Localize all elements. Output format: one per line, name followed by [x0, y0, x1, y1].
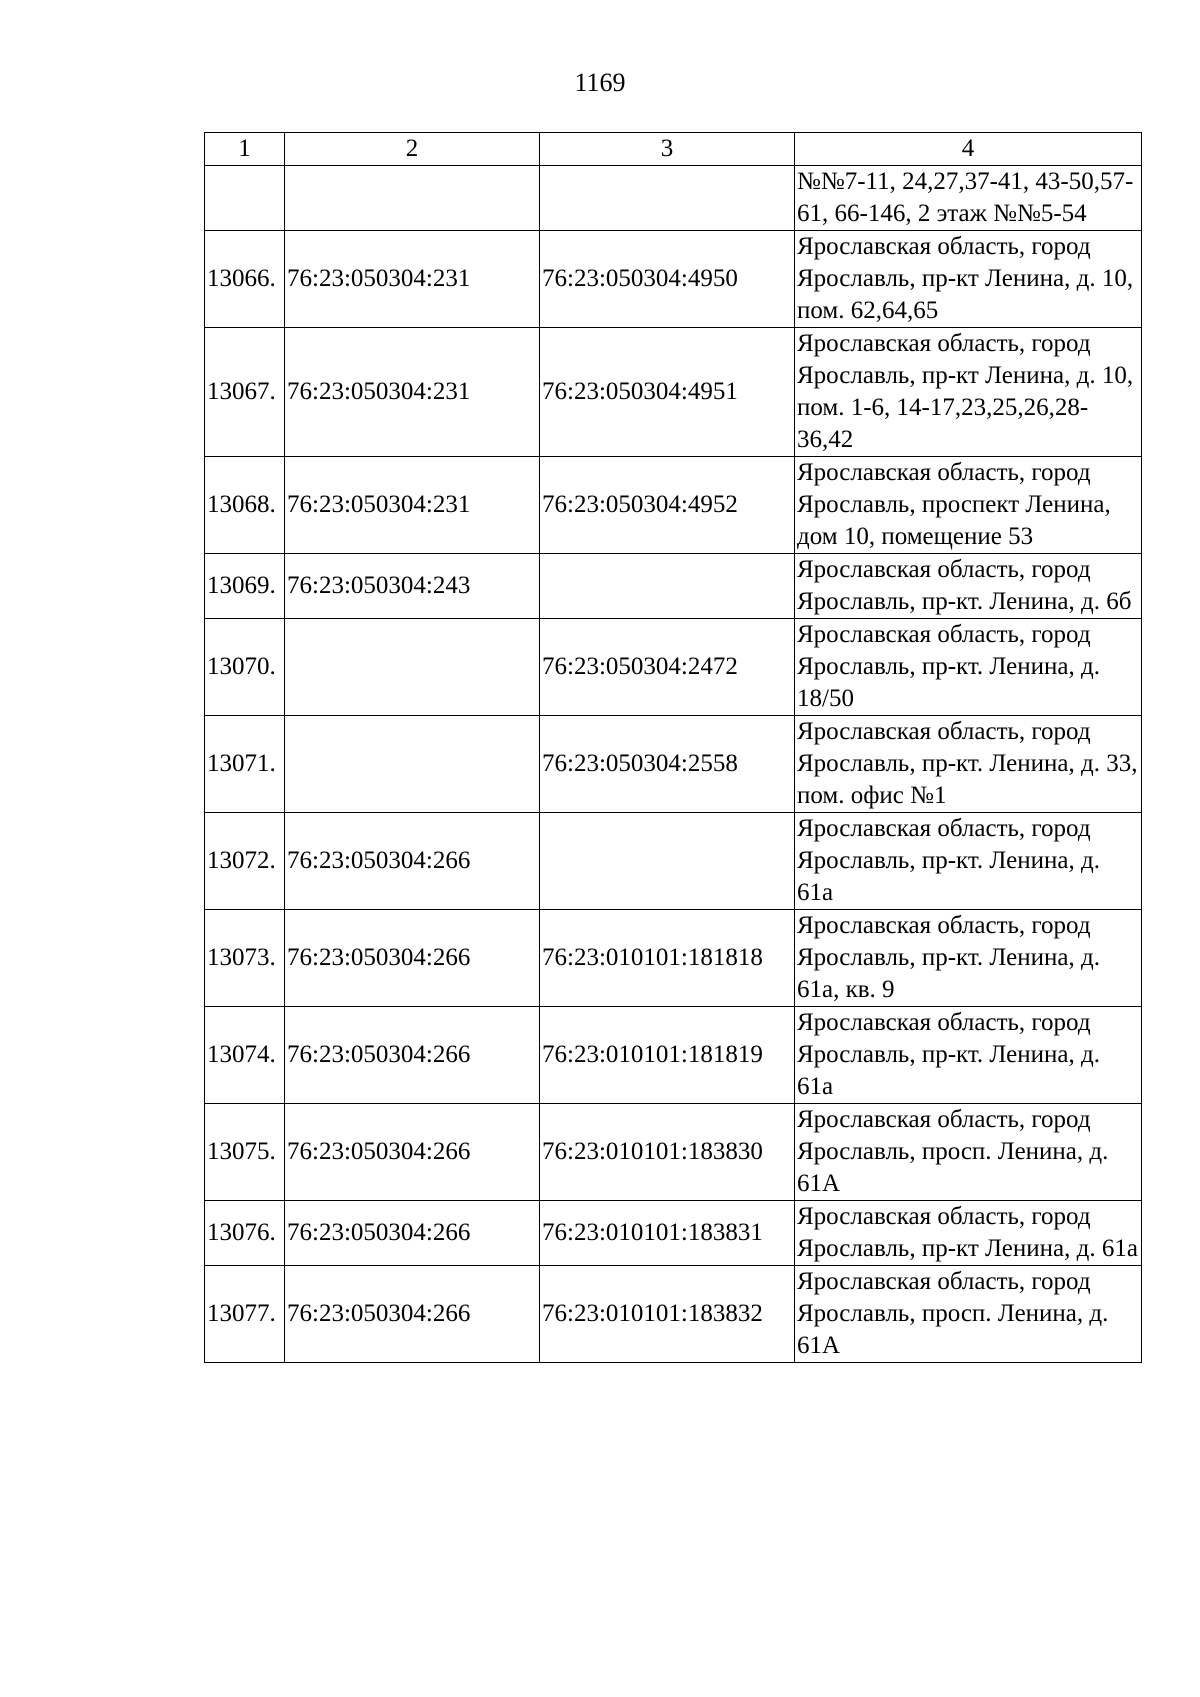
row-number: 13077.: [205, 1266, 285, 1363]
address: Ярославская область, город Ярославль, просп. Ленина, д. 61А: [795, 1266, 1142, 1363]
table-row: [205, 231, 1142, 328]
table-header-row: [205, 133, 1142, 166]
object-cadastral-number: 76:23:050304:4950: [540, 231, 795, 328]
land-plot-cadastral-number: 76:23:050304:266: [285, 910, 540, 1007]
page-number: 1169: [574, 68, 626, 97]
table-row: [205, 716, 1142, 813]
land-plot-cadastral-number: 76:23:050304:266: [285, 1201, 540, 1266]
object-cadastral-number: 76:23:050304:4951: [540, 328, 795, 457]
table-row: [205, 1104, 1142, 1201]
table-row: [205, 813, 1142, 910]
row-number: 13068.: [205, 457, 285, 554]
land-plot-cadastral-number: 76:23:050304:266: [285, 1104, 540, 1201]
table-row: [205, 1007, 1142, 1104]
table-row: [205, 1201, 1142, 1266]
land-plot-cadastral-number: 76:23:050304:266: [285, 1266, 540, 1363]
table-row: [205, 1266, 1142, 1363]
row-number: 13072.: [205, 813, 285, 910]
table-row: [205, 166, 1142, 231]
object-cadastral-number: [540, 166, 795, 231]
object-cadastral-number: 76:23:010101:183832: [540, 1266, 795, 1363]
row-number: 13074.: [205, 1007, 285, 1104]
header-cell-1: 1: [205, 133, 285, 166]
address: Ярославская область, город Ярославль, пр-кт Ленина, д. 10, пом. 62,64,65: [795, 231, 1142, 328]
address: Ярославская область, город Ярославль, пр-кт. Ленина, д. 33, пом. офис №1: [795, 716, 1142, 813]
address: Ярославская область, город Ярославль, пр-кт Ленина, д. 10, пом. 1-6, 14-17,23,25,26,28-36,42: [795, 328, 1142, 457]
row-number: 13075.: [205, 1104, 285, 1201]
address: №№7-11, 24,27,37-41, 43-50,57-61, 66-146, 2 этаж №№5-54: [795, 166, 1142, 231]
land-plot-cadastral-number: [285, 716, 540, 813]
table-row: [205, 910, 1142, 1007]
table-row: [205, 328, 1142, 457]
object-cadastral-number: [540, 554, 795, 619]
header-cell-2: 2: [285, 133, 540, 166]
row-number: 13069.: [205, 554, 285, 619]
object-cadastral-number: 76:23:050304:2472: [540, 619, 795, 716]
table-row: [205, 619, 1142, 716]
object-cadastral-number: 76:23:010101:183831: [540, 1201, 795, 1266]
address: Ярославская область, город Ярославль, пр-кт. Ленина, д. 61а, кв. 9: [795, 910, 1142, 1007]
address: Ярославская область, город Ярославль, пр-кт Ленина, д. 61а: [795, 1201, 1142, 1266]
row-number: 13067.: [205, 328, 285, 457]
land-plot-cadastral-number: 76:23:050304:231: [285, 231, 540, 328]
row-number: 13066.: [205, 231, 285, 328]
object-cadastral-number: 76:23:010101:181819: [540, 1007, 795, 1104]
land-plot-cadastral-number: 76:23:050304:266: [285, 1007, 540, 1104]
registry-table: [204, 132, 1142, 1363]
address: Ярославская область, город Ярославль, пр-кт. Ленина, д. 6б: [795, 554, 1142, 619]
row-number: 13073.: [205, 910, 285, 1007]
address: Ярославская область, город Ярославль, пр-кт. Ленина, д. 61а: [795, 1007, 1142, 1104]
object-cadastral-number: 76:23:050304:2558: [540, 716, 795, 813]
address: Ярославская область, город Ярославль, просп. Ленина, д. 61А: [795, 1104, 1142, 1201]
land-plot-cadastral-number: [285, 619, 540, 716]
row-number: 13071.: [205, 716, 285, 813]
land-plot-cadastral-number: [285, 166, 540, 231]
object-cadastral-number: 76:23:050304:4952: [540, 457, 795, 554]
address: Ярославская область, город Ярославль, проспект Ленина, дом 10, помещение 53: [795, 457, 1142, 554]
table-row: [205, 457, 1142, 554]
land-plot-cadastral-number: 76:23:050304:266: [285, 813, 540, 910]
object-cadastral-number: [540, 813, 795, 910]
row-number: 13070.: [205, 619, 285, 716]
address: Ярославская область, город Ярославль, пр-кт. Ленина, д. 61а: [795, 813, 1142, 910]
object-cadastral-number: 76:23:010101:181818: [540, 910, 795, 1007]
table-row: [205, 554, 1142, 619]
object-cadastral-number: 76:23:010101:183830: [540, 1104, 795, 1201]
land-plot-cadastral-number: 76:23:050304:231: [285, 457, 540, 554]
header-cell-3: 3: [540, 133, 795, 166]
address: Ярославская область, город Ярославль, пр-кт. Ленина, д. 18/50: [795, 619, 1142, 716]
row-number: 13076.: [205, 1201, 285, 1266]
land-plot-cadastral-number: 76:23:050304:243: [285, 554, 540, 619]
land-plot-cadastral-number: 76:23:050304:231: [285, 328, 540, 457]
header-cell-4: 4: [795, 133, 1142, 166]
row-number: [205, 166, 285, 231]
